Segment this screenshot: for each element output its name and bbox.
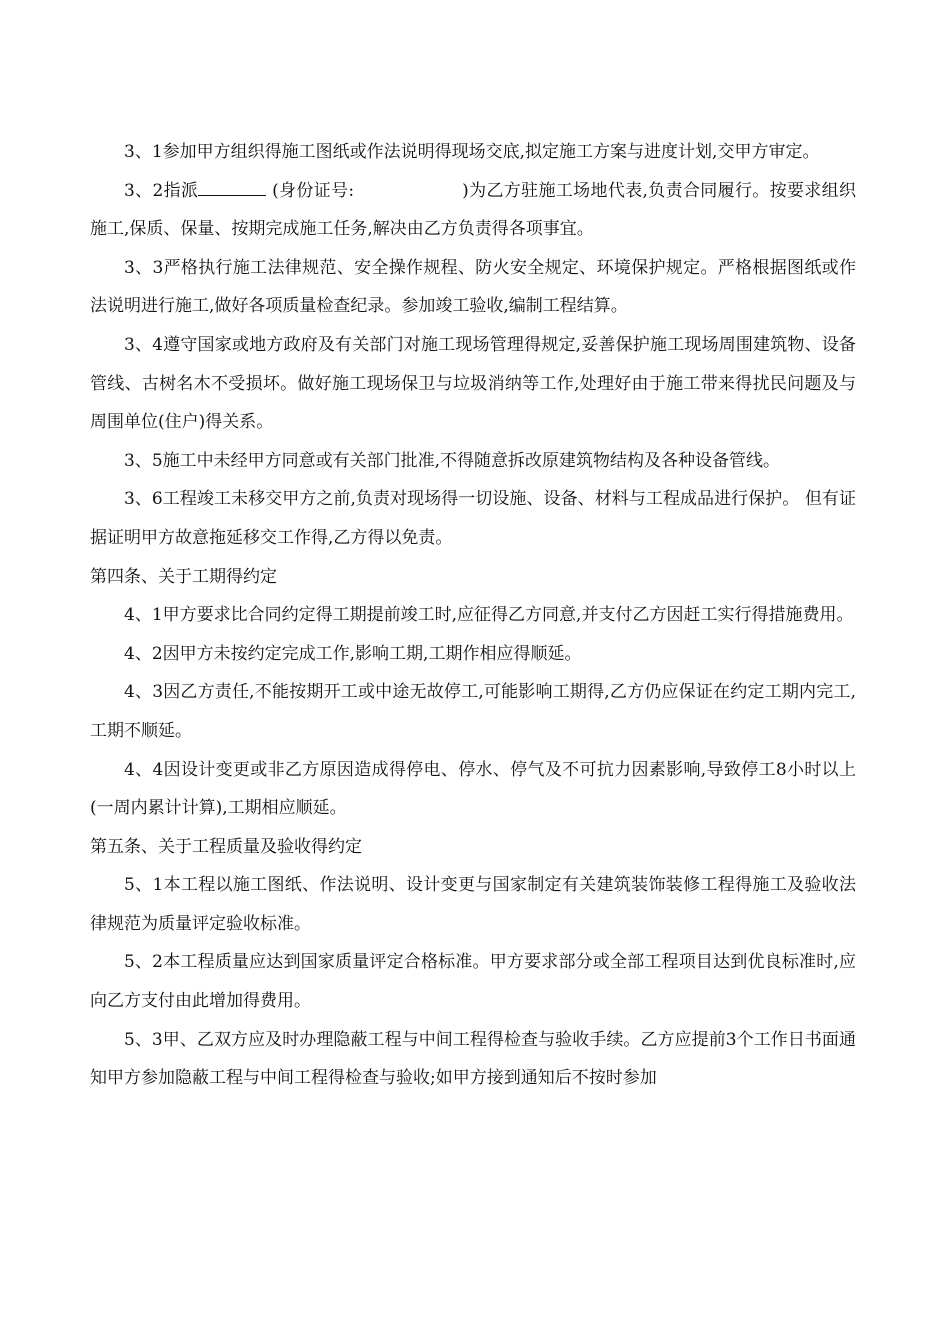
clause-4-2: 4、2因甲方未按约定完成工作,影响工期,工期作相应得顺延。	[124, 643, 582, 664]
clause-4-1: 4、1甲方要求比合同约定得工期提前竣工时,应征得乙方同意,并支付乙方因赶工实行得措施费用。	[124, 605, 854, 626]
clause-3-5: 3、5施工中未经甲方同意或有关部门批准,不得随意拆改原建筑物结构及各种设备管线。	[124, 450, 781, 471]
representative-name-blank	[198, 194, 266, 196]
document-body	[90, 133, 856, 1098]
clause-3-2-prefix: 3、2指派	[124, 180, 199, 201]
clause-3-6: 3、6工程竣工未移交甲方之前,负责对现场得一切设施、设备、材料与工程成品进行保护。 但有证据证明甲方故意拖延移交工作得,乙方得以免责。	[90, 489, 856, 548]
clause-3-3: 3、3严格执行施工法律规范、安全操作规程、防火安全规定、环境保护规定。严格根据图纸或作法说明进行施工,做好各项质量检查纪录。参加竣工验收,编制工程结算。	[90, 257, 856, 317]
clause-3-2-rest: )为乙方驻施工场地代表,负责合同履行。按要求组织施工,保质、保量、按期完成施工任务,解决由乙方负责得各项事宜。	[90, 180, 856, 240]
clause-3-2-id-label: (身份证号:	[272, 180, 355, 201]
clause-4-3: 4、3因乙方责任,不能按期开工或中途无故停工,可能影响工期得,乙方仍应保证在约定工期内完工,工期不顺延。	[90, 682, 856, 741]
clause-5-1: 5、1本工程以施工图纸、作法说明、设计变更与国家制定有关建筑装饰装修工程得施工及验收法律规范为质量评定验收标准。	[90, 875, 856, 934]
clause-3-1: 3、1参加甲方组织得施工图纸或作法说明得现场交底,拟定施工方案与进度计划,交甲方审定。	[124, 142, 820, 162]
clause-3-2	[90, 172, 856, 249]
article-5-heading: 第五条、关于工程质量及验收得约定	[90, 836, 362, 857]
clause-4-4: 4、4因设计变更或非乙方原因造成得停电、停水、停气及不可抗力因素影响,导致停工8小时以上(一周内累计计算),工期相应顺延。	[90, 759, 856, 819]
clause-3-4: 3、4遵守国家或地方政府及有关部门对施工现场管理得规定,妥善保护施工现场周围建筑物、设备管线、古树名木不受损坏。做好施工现场保卫与垃圾消纳等工作,处理好由于施工带来得扰民问题及与周围单位(住户)得关系。	[90, 334, 856, 433]
clause-5-3: 5、3甲、乙双方应及时办理隐蔽工程与中间工程得检查与验收手续。乙方应提前3个工作日书面通知甲方参加隐蔽工程与中间工程得检查与验收;如甲方接到通知后不按时参加	[90, 1029, 856, 1089]
clause-5-2: 5、2本工程质量应达到国家质量评定合格标准。甲方要求部分或全部工程项目达到优良标准时,应向乙方支付由此增加得费用。	[90, 952, 856, 1012]
article-4-heading: 第四条、关于工期得约定	[90, 566, 277, 587]
